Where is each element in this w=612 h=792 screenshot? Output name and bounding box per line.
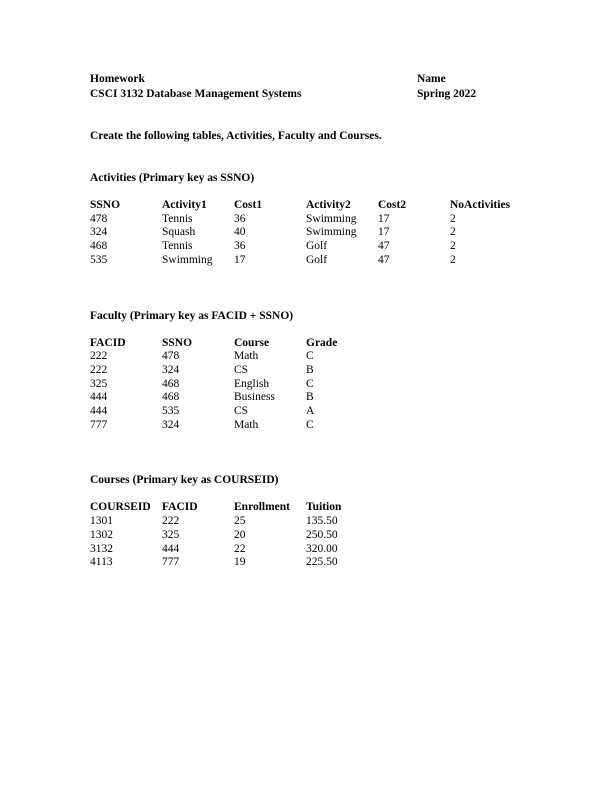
assignment-type: Homework bbox=[90, 73, 145, 85]
table-cell: 444 bbox=[90, 405, 108, 418]
table-cell: 135.50 bbox=[306, 515, 338, 528]
table-cell: B bbox=[306, 391, 314, 404]
table-cell: 535 bbox=[162, 405, 180, 418]
table-cell: 250.50 bbox=[306, 528, 338, 541]
table-header-row bbox=[90, 337, 378, 351]
table-cell: Math bbox=[234, 350, 259, 363]
table-cell: 2 bbox=[450, 212, 456, 225]
table-cell: 2 bbox=[450, 240, 456, 253]
table-header-row bbox=[90, 199, 522, 213]
column-header: Cost2 bbox=[378, 199, 407, 211]
faculty-table bbox=[90, 337, 378, 433]
table-row bbox=[90, 391, 378, 405]
table-cell: CS bbox=[234, 405, 249, 418]
activities-table bbox=[90, 199, 522, 268]
table-cell: 36 bbox=[234, 240, 246, 253]
table-row bbox=[90, 529, 378, 543]
table-cell: Golf bbox=[306, 253, 328, 266]
table-cell: 47 bbox=[378, 240, 390, 253]
table-row bbox=[90, 543, 378, 557]
table-cell: 2 bbox=[450, 226, 456, 239]
table-cell: Tennis bbox=[162, 212, 193, 225]
table-cell: Swimming bbox=[306, 226, 357, 239]
table-cell: B bbox=[306, 363, 314, 376]
table-cell: 47 bbox=[378, 253, 390, 266]
table-cell: 444 bbox=[162, 542, 180, 555]
table-cell: Squash bbox=[162, 226, 196, 239]
table-row bbox=[90, 364, 378, 378]
table-row bbox=[90, 405, 378, 419]
table-cell: A bbox=[306, 405, 315, 418]
table-cell: 222 bbox=[90, 350, 108, 363]
column-header: COURSEID bbox=[90, 501, 151, 514]
activities-table-title: Activities (Primary key as SSNO) bbox=[90, 172, 255, 184]
table-cell: C bbox=[306, 350, 314, 363]
table-cell: 468 bbox=[162, 377, 180, 390]
column-header: Activity1 bbox=[162, 199, 207, 211]
table-cell: 3132 bbox=[90, 542, 113, 555]
table-cell: 325 bbox=[162, 528, 180, 541]
table-cell: 2 bbox=[450, 253, 456, 266]
table-cell: 19 bbox=[234, 556, 246, 569]
table-row bbox=[90, 378, 378, 392]
document-header bbox=[90, 72, 540, 102]
table-cell: 1301 bbox=[90, 515, 113, 528]
table-cell: 225.50 bbox=[306, 556, 338, 569]
table-cell: Business bbox=[234, 391, 275, 404]
table-cell: C bbox=[306, 377, 314, 390]
table-row bbox=[90, 350, 378, 364]
table-row bbox=[90, 213, 522, 227]
table-row bbox=[90, 254, 522, 268]
table-cell: 17 bbox=[234, 253, 246, 266]
table-cell: English bbox=[234, 377, 270, 390]
name-label: Name bbox=[417, 73, 446, 85]
table-cell: Swimming bbox=[162, 253, 213, 266]
table-row bbox=[90, 515, 378, 529]
table-cell: 535 bbox=[90, 253, 108, 266]
table-cell: 4113 bbox=[90, 556, 113, 569]
column-header: Grade bbox=[306, 336, 338, 349]
table-cell: CS bbox=[234, 363, 249, 376]
table-row bbox=[90, 240, 522, 254]
table-cell: 324 bbox=[162, 418, 180, 431]
course-name: CSCI 3132 Database Management Systems bbox=[90, 88, 302, 100]
table-header-row bbox=[90, 501, 378, 515]
column-header: Cost1 bbox=[234, 199, 263, 211]
column-header: FACID bbox=[90, 336, 126, 349]
instruction-text: Create the following tables, Activities, Faculty and Courses. bbox=[90, 130, 382, 142]
table-cell: 1302 bbox=[90, 528, 113, 541]
column-header: Activity2 bbox=[306, 199, 351, 211]
courses-table bbox=[90, 501, 378, 570]
table-cell: 324 bbox=[162, 363, 180, 376]
table-cell: 222 bbox=[162, 515, 180, 528]
table-cell: 222 bbox=[90, 363, 108, 376]
header-right bbox=[417, 72, 537, 102]
table-cell: 325 bbox=[90, 377, 108, 390]
header-left bbox=[90, 72, 301, 102]
table-row bbox=[90, 226, 522, 240]
table-cell: Golf bbox=[306, 240, 328, 253]
faculty-table-title: Faculty (Primary key as FACID + SSNO) bbox=[90, 309, 294, 322]
table-cell: 468 bbox=[162, 391, 180, 404]
table-cell: 17 bbox=[378, 226, 390, 239]
column-header: NoActivities bbox=[450, 199, 511, 211]
table-cell: 36 bbox=[234, 212, 246, 225]
table-cell: 444 bbox=[90, 391, 108, 404]
table-cell: 40 bbox=[234, 226, 246, 239]
column-header: Enrollment bbox=[234, 501, 291, 514]
column-header: Tuition bbox=[306, 501, 342, 514]
table-cell: Tennis bbox=[162, 240, 193, 253]
table-cell: 22 bbox=[234, 542, 246, 555]
table-cell: 777 bbox=[162, 556, 180, 569]
table-cell: 478 bbox=[162, 350, 180, 363]
table-cell: 20 bbox=[234, 528, 246, 541]
document-page bbox=[90, 72, 540, 570]
table-cell: C bbox=[306, 418, 314, 431]
semester: Spring 2022 bbox=[417, 88, 477, 100]
table-cell: Math bbox=[234, 418, 259, 431]
table-cell: 320.00 bbox=[306, 542, 338, 555]
table-cell: 25 bbox=[234, 515, 246, 528]
table-cell: Swimming bbox=[306, 212, 357, 225]
column-header: SSNO bbox=[90, 199, 121, 211]
table-cell: 324 bbox=[90, 226, 108, 239]
table-cell: 468 bbox=[90, 240, 108, 253]
table-row bbox=[90, 419, 378, 433]
column-header: Course bbox=[234, 336, 270, 349]
column-header: FACID bbox=[162, 501, 198, 514]
courses-table-title: Courses (Primary key as COURSEID) bbox=[90, 474, 279, 487]
table-cell: 17 bbox=[378, 212, 390, 225]
table-cell: 478 bbox=[90, 212, 108, 225]
column-header: SSNO bbox=[162, 336, 193, 349]
table-cell: 777 bbox=[90, 418, 108, 431]
table-row bbox=[90, 556, 378, 570]
